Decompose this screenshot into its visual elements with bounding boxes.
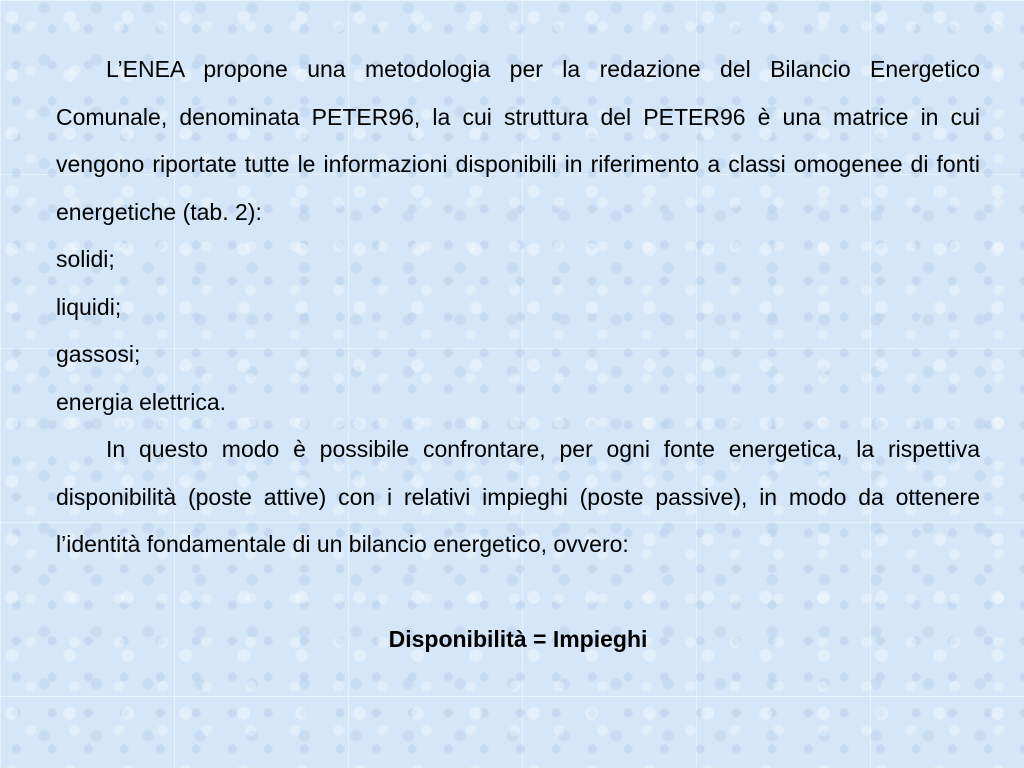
spacer — [56, 569, 980, 616]
explanation-paragraph: In questo modo è possibile confrontare, per ogni fonte energetica, la rispettiva disponibilità (poste attive) con i relativi impieghi (poste passive), in modo da ottenere l’identità fondamentale di un bilancio energetico, ovvero: — [56, 436, 980, 557]
energy-class-list — [56, 236, 980, 426]
list-item: solidi; — [56, 246, 115, 272]
balance-formula: Disponibilità = Impieghi — [388, 625, 648, 652]
list-item: gassosi; — [56, 341, 141, 367]
list-item: liquidi; — [56, 293, 122, 320]
slide-content — [56, 46, 980, 663]
list-item: energia elettrica. — [56, 388, 227, 415]
intro-paragraph: L’ENEA propone una metodologia per la redazione del Bilancio Energetico Comunale, denominata PETER96, la cui struttura del PETER96 è una matrice in cui vengono riportate tutte le informazioni disponibili in riferimento a classi omogenee di fonti energetiche (tab. 2): — [56, 56, 980, 225]
